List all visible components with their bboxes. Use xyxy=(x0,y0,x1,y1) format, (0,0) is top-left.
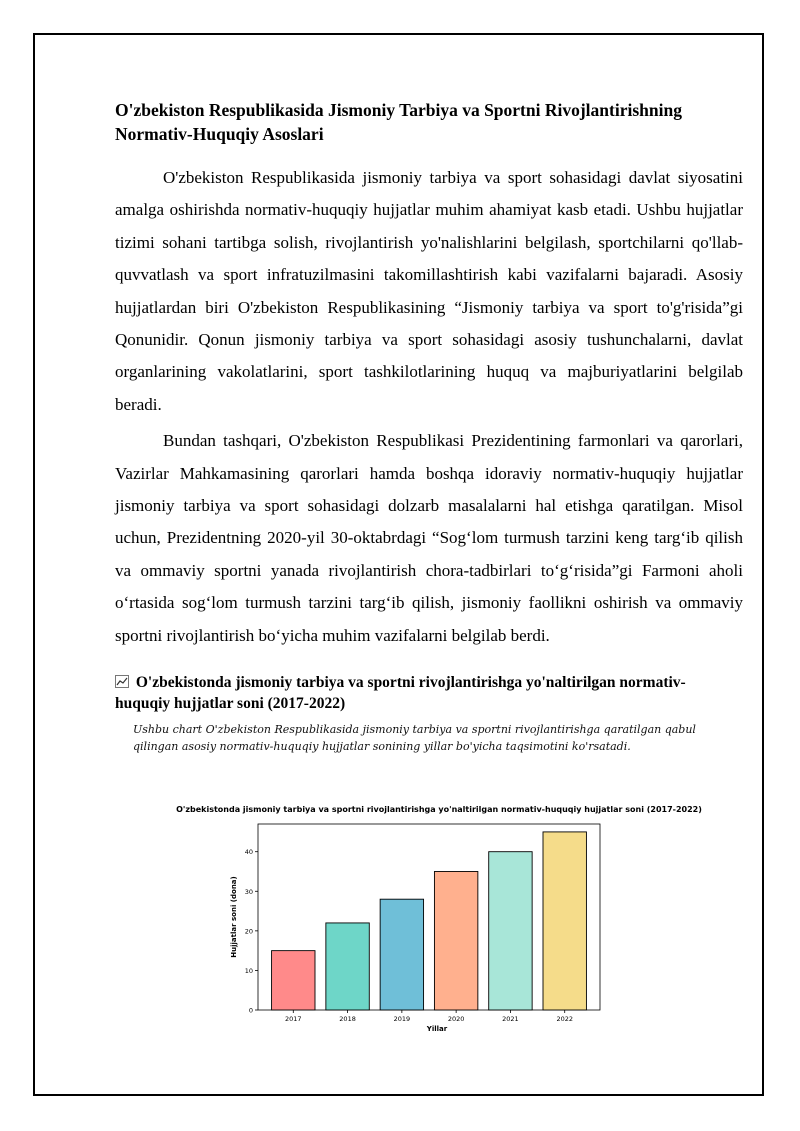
bar xyxy=(543,832,586,1010)
y-axis-label: Hujjatlar soni (dona) xyxy=(230,876,238,958)
document-title: O'zbekiston Respublikasida Jismoniy Tarbiya va Sportni Rivojlantirishning Normativ-Huquqiy Asoslari xyxy=(115,100,682,144)
bar xyxy=(272,951,315,1010)
y-tick-label: 0 xyxy=(248,1006,253,1015)
chart-title: O'zbekistonda jismoniy tarbiya va sportni rivojlantirishga yo'naltirilgan normativ-huquqiy hujjatlar soni (2017-2022) xyxy=(176,805,702,814)
x-axis-label: Yillar xyxy=(426,1025,448,1033)
figure-heading-text: O'zbekistonda jismoniy tarbiya va sportni rivojlantirishga yo'naltirilgan normativ-huquqiy hujjatlar soni (2017-2022) xyxy=(115,674,686,713)
chart-svg xyxy=(160,800,704,1036)
bar xyxy=(326,923,369,1010)
chart-increasing-icon xyxy=(115,674,129,691)
paragraph-2: Bundan tashqari, O'zbekiston Respublikasi Prezidentining farmonlari va qarorlari, Vazirlar Mahkamasining qarorlari hamda boshqa idoraviy normativ-huquqiy hujjatlar jismoniy tarbiya va sport sohasidagi dolzarb masalalarni hal etishga qaratilgan. Misol uchun, Prezidentning 2020-yil 30-oktabrdagi “Sog‘lom turmush tarzini keng targ‘ib qilish va ommaviy sportni yanada rivojlantirish chora-tadbirlari to‘g‘risida”gi Farmoni aholi o‘rtasida sog‘lom turmush tarzini targ‘ib qilish, jismoniy faollikni oshirish va ommaviy sportni rivojlantirish bo‘yicha muhim vazifalarni belgilab berdi. xyxy=(115,431,743,645)
paragraph-1: O'zbekiston Respublikasida jismoniy tarbiya va sport sohasidagi davlat siyosatini amalga oshirishda normativ-huquqiy hujjatlar muhim ahamiyat kasb etadi. Ushbu hujjatlar tizimi sohani tartibga solish, rivojlantirish yo'nalishlarini belgilash, sportchilarni qo'llab-quvvatlash va sport infratuzilmasini takomillashtirish kabi vazifalarni bajaradi. Asosiy hujjatlardan biri O'zbekiston Respublikasining “Jismoniy tarbiya va sport to'g'risida”gi Qonunidir. Qonun jismoniy tarbiya va sport sohasidagi asosiy tushunchalarni, davlat organlarining vakolatlarini, sport tashkilotlarining huquq va majburiyatlarini belgilab beradi. xyxy=(115,168,743,414)
y-tick-label: 20 xyxy=(244,927,253,936)
figure-caption: Ushbu chart O'zbekiston Respublikasida jismoniy tarbiya va sportni rivojlantirishga qaratilgan qabul qilingan asosiy normativ-huquqiy hujjatlar sonining yillar bo'yicha taqsimotini ko'rsatadi. xyxy=(133,723,696,753)
document-body xyxy=(115,98,743,755)
x-tick-label: 2018 xyxy=(339,1015,356,1023)
x-tick-label: 2017 xyxy=(285,1015,302,1023)
x-tick-label: 2022 xyxy=(556,1015,573,1023)
x-tick-label: 2021 xyxy=(502,1015,519,1023)
y-tick-label: 30 xyxy=(244,887,253,896)
y-tick-label: 10 xyxy=(244,966,253,975)
x-tick-label: 2020 xyxy=(447,1015,465,1023)
bar xyxy=(434,871,477,1010)
figure-heading xyxy=(115,672,743,714)
y-tick-label: 40 xyxy=(244,848,253,857)
bar xyxy=(380,899,423,1010)
bar-chart xyxy=(160,800,704,1036)
x-tick-label: 2019 xyxy=(393,1015,411,1023)
bar xyxy=(489,852,532,1010)
